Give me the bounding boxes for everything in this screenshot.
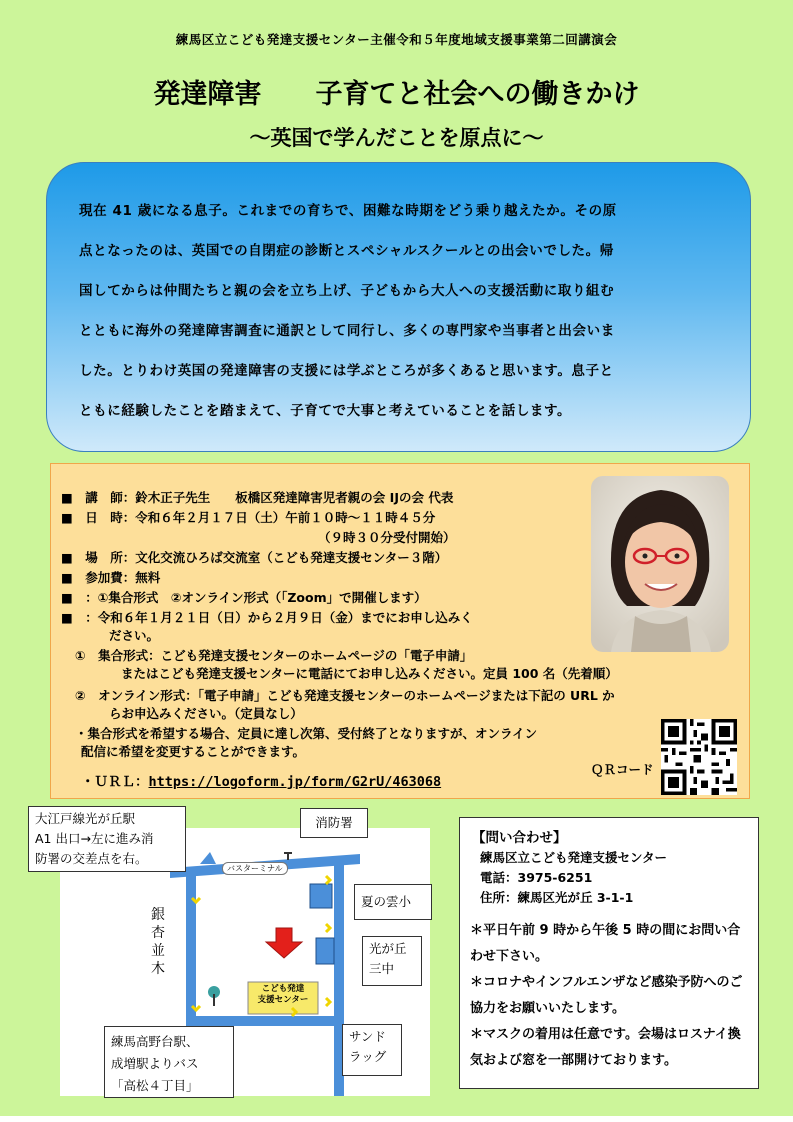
access-map <box>30 806 445 1106</box>
intro-line: 現在 41 歳になる息子。これまでの育ちで、困難な時期をどう乗り越えたか。その原 <box>79 203 617 219</box>
note-line-cont: 配信に希望を変更することができます。 <box>81 744 306 759</box>
contact-heading: 【問い合わせ】 <box>472 830 567 846</box>
station-directions-note <box>28 806 186 872</box>
format-line: ■ ：①集合形式 ②オンライン形式（「Zoom」で開催します） <box>61 590 427 605</box>
qr-code-icon[interactable] <box>661 719 737 795</box>
qr-label: ＱＲコード <box>591 762 654 777</box>
intro-line: 国してからは仲間たちと親の会を立ち上げ、子どもから大人への支援活動に取り組む <box>79 283 615 299</box>
contact-note: ＊マスクの着用は任意です。会場はロスナイ換気および窓を一部開けております。 <box>470 1027 741 1068</box>
onsite-line-cont: またはこども発達支援センターに電話にてお申し込みください。定員 100 名（先着順） <box>121 666 618 681</box>
label-char: 並 <box>151 943 165 959</box>
application-url-link[interactable]: https://logoform.jp/form/G2rU/463068 <box>148 774 442 790</box>
intro-line: とともに海外の発達障害調査に通訳として同行し、多くの専門家や当事者と出会いま <box>79 323 615 339</box>
label-line: 支援センター <box>257 995 309 1005</box>
online-line: ② オンライン形式：「電子申請」こども発達支援センターのホームページまたは下記の URL か <box>75 688 615 703</box>
apply-line: ■ ：令和６年１月２１日（日）から２月９日（金）までにお申し込みく <box>61 610 473 625</box>
contact-box <box>459 817 759 1089</box>
event-title: 発達障害 子育てと社会への働きかけ <box>153 79 640 110</box>
ginkgo-avenue-label <box>148 906 168 978</box>
label-line: こども発達 <box>261 984 305 994</box>
url-row <box>81 770 441 790</box>
organizer-line: 練馬区立こども発達支援センター主催令和５年度地域支援事業第二回講演会 <box>175 32 618 47</box>
school-natsunokumo-label: 夏の雲小 <box>354 884 432 920</box>
event-subtitle: ～英国で学んだことを原点に～ <box>249 126 544 150</box>
lecturer-line: ■ 講 師：鈴木正子先生 板橋区発達障害児者親の会 IJの会 代表 <box>61 490 454 505</box>
intro-line: 点となったのは、英国での自閉症の診断とスペシャルスクールとの出会いでした。帰 <box>79 243 614 259</box>
apply-line-cont: ださい。 <box>109 628 160 643</box>
bus-terminal-label: バスターミナル <box>222 862 288 875</box>
label-char: 銀 <box>151 907 165 923</box>
contact-note: ＊コロナやインフルエンザなど感染予防へのご協力をお願いいたします。 <box>470 975 743 1016</box>
note-line: 「高松４丁目」 <box>111 1078 199 1093</box>
url-label: ・ＵＲＬ： <box>81 774 149 790</box>
venue-line: ■ 場 所：文化交流ひろば交流室（こども発達支援センター３階） <box>61 550 448 565</box>
label-char: 木 <box>151 961 165 977</box>
note-line: 大江戸線光が丘駅 <box>35 811 136 826</box>
label-char: 杏 <box>151 925 165 941</box>
note-line: 練馬高野台駅、 <box>111 1034 199 1049</box>
label-line: ラッグ <box>349 1049 387 1064</box>
label-line: 三中 <box>369 961 395 976</box>
note-line: 防署の交差点を右。 <box>35 851 148 866</box>
center-marker-label <box>250 984 316 1006</box>
intro-line: ともに経験したことを踏まえて、子育てで大事と考えていることを話します。 <box>79 403 572 419</box>
contact-tel: 電話：3975-6251 <box>480 870 593 885</box>
lecturer-photo <box>591 476 729 652</box>
note-line: 成増駅よりバス <box>111 1056 199 1071</box>
note-line: A1 出口→左に進み消 <box>35 831 154 846</box>
bus-directions-note <box>104 1026 234 1098</box>
label-line: サンド <box>349 1029 386 1044</box>
reception-line: （９時３０分受付開始） <box>318 530 456 545</box>
datetime-line: ■ 日 時：令和６年２月１７日（土）午前１０時～１１時４５分 <box>61 510 436 525</box>
intro-bubble <box>46 162 751 452</box>
fire-station-label: 消防署 <box>300 808 368 838</box>
event-details-box <box>50 463 750 799</box>
fee-line: ■ 参加費：無料 <box>61 570 161 585</box>
note-line: ・集合形式を希望する場合、定員に達し次第、受付終了となりますが、オンライン <box>75 726 538 741</box>
onsite-line: ① 集合形式：こども発達支援センターのホームページの「電子申請」 <box>75 648 473 663</box>
intro-text <box>79 191 729 431</box>
sandrug-label <box>342 1024 402 1076</box>
contact-name: 練馬区立こども発達支援センター <box>480 850 668 865</box>
online-line-cont: らお申込みください。（定員なし） <box>109 706 303 721</box>
label-line: 光が丘 <box>369 941 407 956</box>
contact-note: ＊平日午前 9 時から午後 5 時の間にお問い合わせ下さい。 <box>470 923 741 964</box>
intro-line: した。とりわけ英国の発達障害の支援には学ぶところが多くあると思います。息子と <box>79 363 614 379</box>
contact-address: 住所：練馬区光が丘 3-1-1 <box>480 890 634 905</box>
school-hikarigaoka-label <box>362 936 422 986</box>
